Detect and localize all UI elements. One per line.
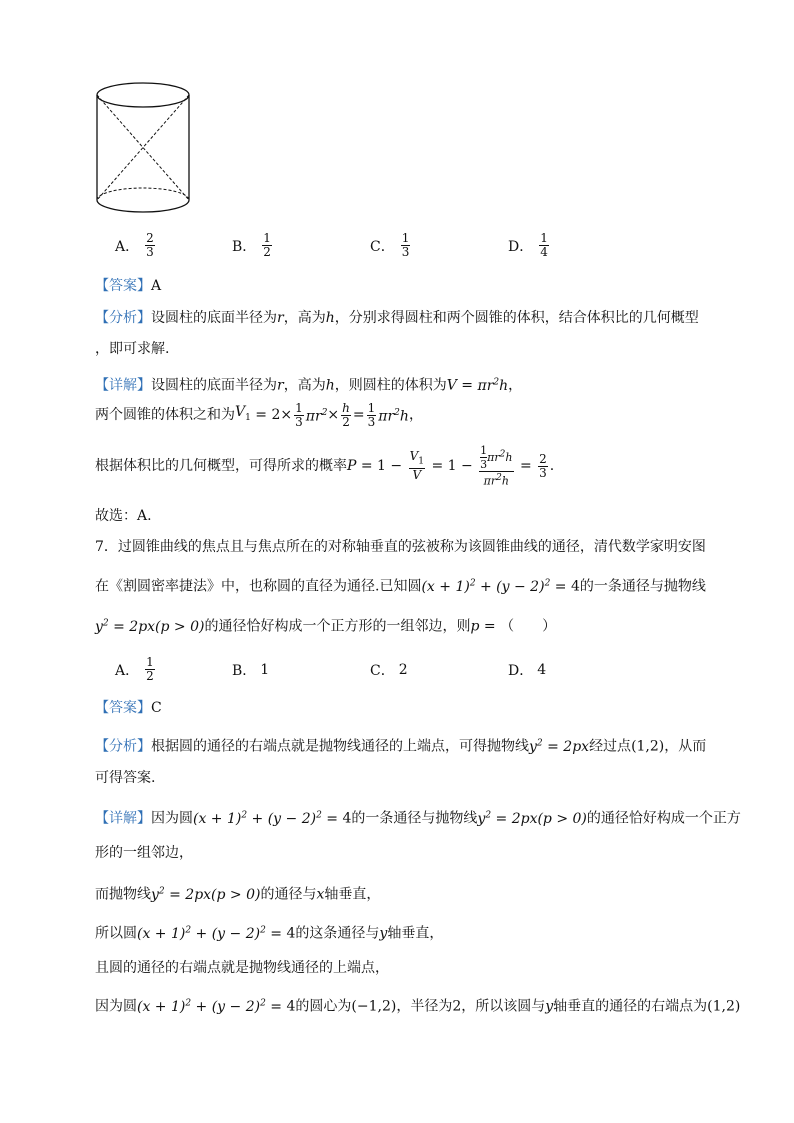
answer-value: C [151, 700, 162, 716]
option-fraction: $\frac{1}{3}$ [401, 231, 410, 259]
q7-detail-line-4: 所以圆$(x + 1)^2 + (y - 2)^2 = 4$的这条通径与y轴垂直， [95, 925, 444, 942]
answer-tag: 【答案】 [95, 700, 151, 716]
answer-value: A [151, 278, 162, 294]
option-text: 1 [260, 662, 270, 678]
q7-detail-line-1: 【详解】因为圆$(x + 1)^2 + (y - 2)^2 = 4$的一条通径与抛物线$y^2 = 2px(p > 0)$的通径恰好构成一个正方 [95, 810, 741, 827]
cylinder-bottom-front [97, 200, 189, 212]
option-fraction: $\frac{1}{2}$ [263, 231, 271, 259]
q7-detail-line-2: 形的一组邻边， [95, 845, 193, 861]
q6-analysis-line-2: ，即可求解. [95, 341, 170, 357]
option-fraction: $\frac{1}{2}$ [146, 655, 154, 683]
q7-stem-line-1: 7．过圆锥曲线的焦点且与焦点所在的对称轴垂直的弦被称为该圆锥曲线的通径，清代数学家明安图 [95, 539, 706, 555]
q6-conclusion: 故选：A. [95, 508, 152, 524]
q6-option-d[interactable] [508, 232, 551, 259]
option-letter: C． [370, 663, 395, 679]
q6-option-c[interactable] [370, 232, 412, 259]
q7-analysis-line-1: 【分析】根据圆的通径的右端点就是抛物线通径的上端点，可得抛物线$y^2 = 2px$经过点(1,2)，从而 [95, 738, 707, 755]
q7-stem-line-3: $y^2 = 2px(p > 0)$的通径恰好构成一个正方形的一组邻边，则p = （ ） [95, 618, 557, 635]
q7-analysis-line-2: 可得答案. [95, 770, 156, 786]
answer-tag: 【答案】 [95, 278, 151, 294]
option-letter: A． [115, 238, 140, 255]
q7-detail-line-6: 因为圆$(x + 1)^2 + (y - 2)^2 = 4$的圆心为(−1,2)，半径为2，所以该圆与y轴垂直的通径的右端点为(1,2) [95, 998, 741, 1015]
option-letter: C． [370, 238, 395, 255]
q7-answer-line [95, 698, 162, 718]
q6-analysis-line-1: 【分析】设圆柱的底面半径为r，高为h，分别求得圆柱和两个圆锥的体积，结合体积比的几何概型 [95, 310, 699, 326]
question-number: 7． [95, 539, 118, 555]
q7-option-a[interactable] [115, 656, 157, 683]
q7-stem-line-2: 在《割圆密率捷法》中，也称圆的直径为通径.已知圆$(x + 1)^2 + (y - 2)^2 = 4$的一条通径与抛物线 [95, 578, 706, 595]
option-letter: A． [115, 662, 140, 679]
q6-detail-line-1: 【详解】设圆柱的底面半径为r，高为h，则圆柱的体积为$V = \pi r^2h$， [95, 377, 523, 394]
q7-detail-line-3: 而抛物线$y^2 = 2px(p > 0)$的通径与x轴垂直， [95, 886, 381, 903]
option-letter: B． [232, 238, 257, 255]
q7-option-d[interactable] [508, 660, 546, 680]
option-letter: D． [508, 238, 534, 255]
cylinder-with-cones-figure [92, 78, 194, 218]
option-fraction: $\frac{1}{4}$ [540, 231, 548, 259]
cylinder-bottom-back [97, 188, 189, 200]
analysis-tag: 【分析】 [95, 310, 151, 326]
option-text: 4 [537, 662, 547, 678]
q7-detail-line-5: 且圆的通径的右端点就是抛物线通径的上端点， [95, 960, 389, 976]
q6-option-b[interactable] [232, 232, 274, 259]
detail-tag: 【详解】 [95, 377, 151, 394]
q6-detail-line-3: 根据体积比的几何概型，可得所求的概率 P = 1 − $\frac{V_1}{V}$ = 1 − $\frac{1}{3}$ $\pi r^2h$ $\pi r^2h$ = $\frac{2}{3}$ . [95, 444, 555, 488]
option-text: 2 [398, 662, 408, 678]
q6-option-a[interactable] [115, 232, 157, 259]
q7-option-c[interactable] [370, 660, 408, 680]
option-letter: D． [508, 663, 534, 679]
option-fraction: $\frac{2}{3}$ [146, 231, 154, 259]
detail-tag: 【详解】 [95, 810, 151, 827]
q6-detail-line-2: 两个圆锥的体积之和为 $V_1$ = 2× $\frac{1}{3}$ $\pi r^2$ × $\frac{h}{2}$ = $\frac{1}{3}$ $\pi r^2h$ ， [95, 400, 423, 429]
analysis-tag: 【分析】 [95, 738, 151, 755]
q6-answer-line [95, 276, 161, 296]
option-letter: B． [232, 663, 257, 679]
cylinder-top-ellipse [97, 83, 189, 107]
q7-option-b[interactable] [232, 660, 269, 680]
